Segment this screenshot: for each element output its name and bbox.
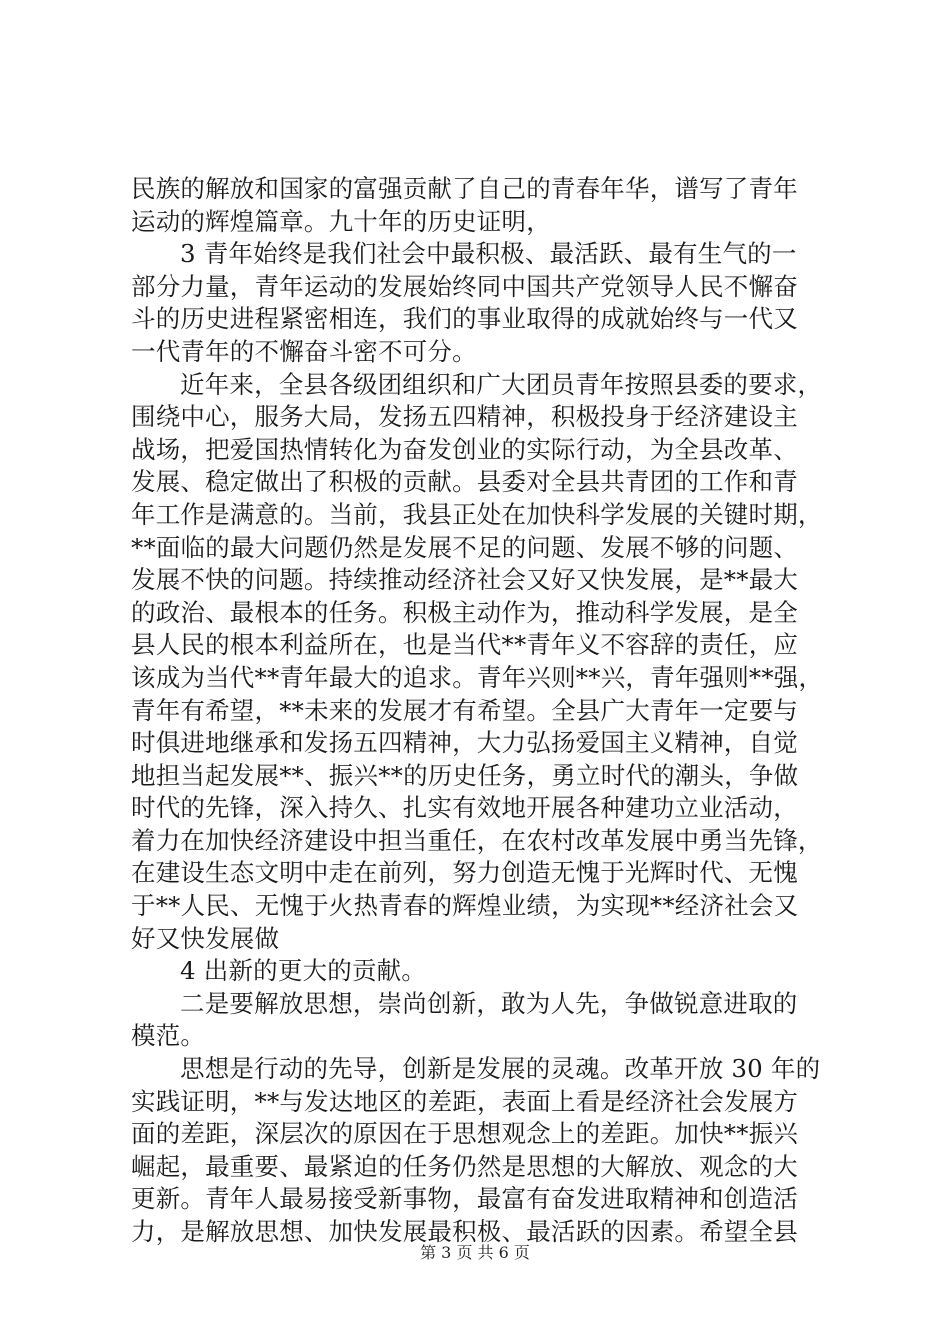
text-line: 崛起，最重要、最紧迫的任务仍然是思想的大解放、观念的大	[131, 1151, 798, 1181]
text-line: 力，是解放思想、加快发展最积极、最活跃的因素。希望全县	[131, 1217, 798, 1246]
text-line: 时代的先锋，深入持久、扎实有效地开展各种建功立业活动，	[131, 793, 798, 823]
text-line: 围绕中心，服务大局，发扬五四精神，积极投身于经济建设主	[131, 402, 798, 432]
text-line: 的政治、最根本的任务。积极主动作为，推动科学发展，是全	[131, 597, 798, 627]
text-line: 民族的解放和国家的富强贡献了自己的青春年华，谱写了青年	[131, 174, 798, 203]
text-line: 战场，把爱国热情转化为奋发创业的实际行动，为全县改革、	[131, 434, 798, 464]
text-line: 近年来，全县各级团组织和广大团员青年按照县委的要求，	[180, 369, 823, 399]
text-line: 地担当起发展**、振兴**的历史任务，勇立时代的潮头，争做	[131, 760, 799, 790]
text-line: 县人民的根本利益所在，也是当代**青年义不容辞的责任，应	[131, 630, 799, 660]
text-line: 在建设生态文明中走在前列，努力创造无愧于光辉时代、无愧	[131, 858, 798, 888]
text-line: 好又快发展做	[131, 923, 280, 953]
text-line: 青年有希望，**未来的发展才有希望。全县广大青年一定要与	[131, 695, 799, 725]
document-body	[131, 173, 831, 1249]
text-line: 实践证明，**与发达地区的差距，表面上看是经济社会发展方	[131, 1086, 799, 1116]
text-line: 二是要解放思想，崇尚创新，敢为人先，争做锐意进取的	[180, 988, 798, 1018]
text-line: 运动的辉煌篇章。九十年的历史证明，	[131, 206, 551, 236]
text-line: 更新。青年人最易接受新事物，最富有奋发进取精神和创造活	[131, 1184, 798, 1214]
text-line: 该成为当代**青年最大的追求。青年兴则**兴，青年强则**强，	[131, 662, 824, 692]
text-line: 于**人民、无愧于火热青春的辉煌业绩，为实现**经济社会又	[131, 891, 799, 921]
text-line: 3 青年始终是我们社会中最积极、最活跃、最有生气的一	[180, 239, 797, 269]
text-line: 时俱进地继承和发扬五四精神，大力弘扬爱国主义精神，自觉	[131, 728, 798, 758]
text-line: 年工作是满意的。当前，我县正处在加快科学发展的关键时期，	[131, 499, 823, 529]
text-line: 发展不快的问题。持续推动经济社会又好又快发展，是**最大	[131, 565, 799, 595]
text-line: 模范。	[131, 1021, 206, 1051]
page-number-footer: 第 3 页 共 6 页	[420, 1243, 530, 1262]
text-line: 4 出新的更大的贡献。	[180, 956, 427, 986]
text-line: 部分力量，青年运动的发展始终同中国共产党领导人民不懈奋	[131, 271, 798, 301]
text-line: 着力在加快经济建设中担当重任，在农村改革发展中勇当先锋，	[131, 825, 823, 855]
text-line: 面的差距，深层次的原因在于思想观念上的差距。加快**振兴	[131, 1119, 799, 1149]
text-line: 一代青年的不懈奋斗密不可分。	[131, 336, 477, 366]
text-line: 思想是行动的先导，创新是发展的灵魂。改革开放 30 年的	[180, 1054, 821, 1084]
text-line: 斗的历史进程紧密相连，我们的事业取得的成就始终与一代又	[131, 304, 798, 334]
text-line: **面临的最大问题仍然是发展不足的问题、发展不够的问题、	[131, 532, 799, 562]
text-line: 发展、稳定做出了积极的贡献。县委对全县共青团的工作和青	[131, 467, 798, 497]
